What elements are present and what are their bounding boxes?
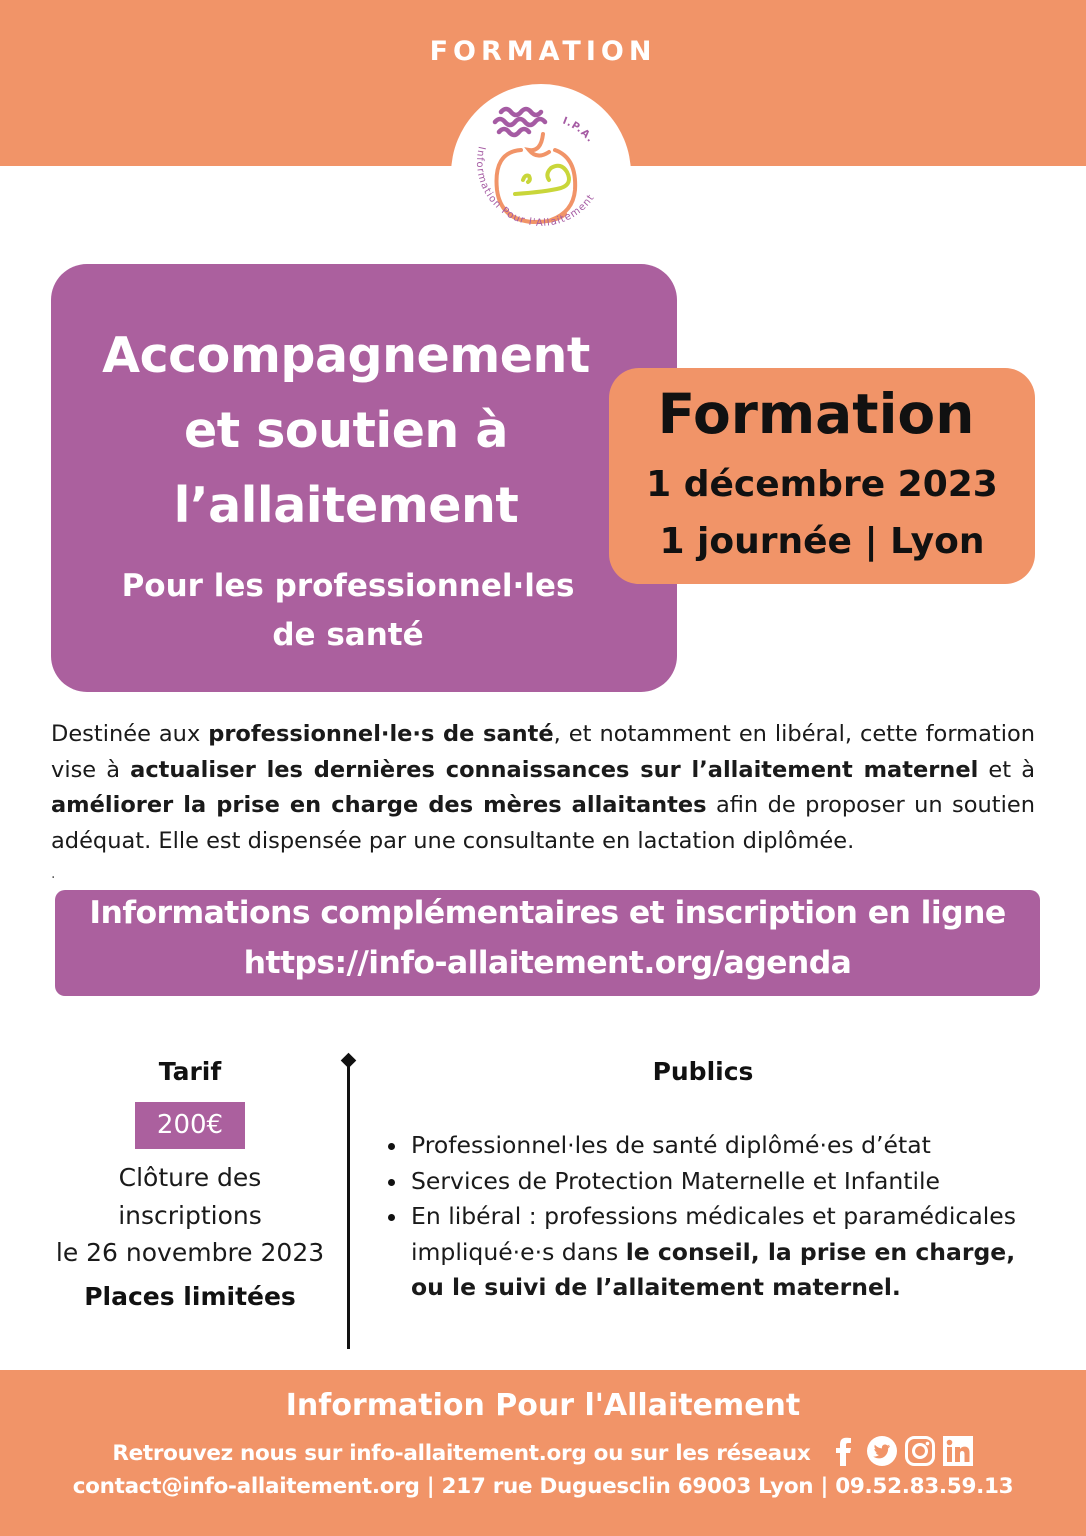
publics-title: Publics	[652, 1057, 754, 1086]
course-audience	[51, 562, 645, 660]
tarif-title: Tarif	[158, 1057, 222, 1086]
price-badge: 200€	[135, 1102, 245, 1149]
desc-bold: améliorer la prise en charge des mères allaitantes	[51, 792, 707, 818]
course-title	[0, 318, 692, 543]
list-item-text: Professionnel·les de santé diplômé·es d’état	[411, 1131, 931, 1159]
list-item	[385, 1199, 1045, 1306]
info-banner-text: Informations complémentaires et inscription en ligne	[89, 895, 1006, 931]
limited-places: Places limitées	[84, 1281, 296, 1311]
list-item-text: Services de Protection Maternelle et Infantile	[411, 1166, 940, 1195]
closing-line: le 26 novembre 2023	[55, 1238, 325, 1267]
vertical-divider	[347, 1062, 350, 1349]
breastfeeding-logo-icon	[451, 84, 631, 264]
twitter-icon[interactable]	[866, 1435, 898, 1467]
course-title-line: l’allaitement	[173, 477, 519, 534]
audience-line: Pour les professionnel·les	[121, 568, 575, 604]
ipa-logo	[451, 84, 631, 264]
course-title-line: et soutien à	[184, 402, 508, 459]
instagram-icon[interactable]	[904, 1435, 936, 1467]
course-date: 1 décembre 2023	[646, 464, 998, 505]
tarif-section	[40, 1052, 340, 1311]
desc-text: et à	[978, 756, 1035, 783]
footer-contact: contact@info-allaitement.org | 217 rue Duguesclin 69003 Lyon | 09.52.83.59.13	[72, 1474, 1014, 1499]
list-item-bold: le conseil, la prise en charge, ou le suivi de l’allaitement maternel.	[411, 1237, 1016, 1302]
course-duration-location: 1 journée | Lyon	[659, 521, 985, 562]
header-title: FORMATION	[429, 36, 657, 67]
desc-text: , et notamment en libéral, cette formation vise à	[51, 721, 1035, 783]
list-item-text: En libéral : professions médicales et paramédicales impliqué·e·s dans	[411, 1202, 1016, 1266]
footer-networks	[0, 1438, 1086, 1470]
list-item	[385, 1164, 1045, 1200]
trailing-dot: .	[51, 866, 56, 882]
footer-title: Information Pour l'Allaitement	[285, 1388, 801, 1423]
desc-bold: actualiser les dernières connaissances sur l’allaitement maternel	[130, 756, 979, 783]
facebook-icon[interactable]	[828, 1435, 860, 1467]
agenda-link[interactable]: https://info-allaitement.org/agenda	[243, 945, 852, 981]
closing-line: inscriptions	[118, 1200, 262, 1230]
footer-networks-text: Retrouvez nous sur info-allaitement.org ou sur les réseaux	[112, 1441, 811, 1466]
date-box-title: Formation	[657, 382, 975, 446]
publics-list	[385, 1128, 1045, 1306]
desc-bold: professionnel·le·s de santé	[208, 721, 554, 747]
svg-text:Information Pour l'Allaitement: Information Pour l'Allaitement	[473, 145, 598, 229]
audience-line: de santé	[272, 617, 424, 653]
desc-text: Destinée aux	[51, 721, 209, 747]
desc-text: afin de proposer un soutien adéquat. Elle est dispensée par une consultante en lactation diplômée.	[51, 792, 1035, 854]
svg-text:I.P.A.: I.P.A.	[561, 115, 596, 146]
course-title-line: Accompagnement	[102, 327, 590, 384]
registration-closing	[40, 1159, 340, 1272]
linkedin-icon[interactable]	[942, 1435, 974, 1467]
list-item	[385, 1128, 1045, 1164]
closing-line: Clôture des	[118, 1163, 262, 1192]
social-icons	[828, 1435, 974, 1467]
course-description	[51, 717, 1035, 859]
